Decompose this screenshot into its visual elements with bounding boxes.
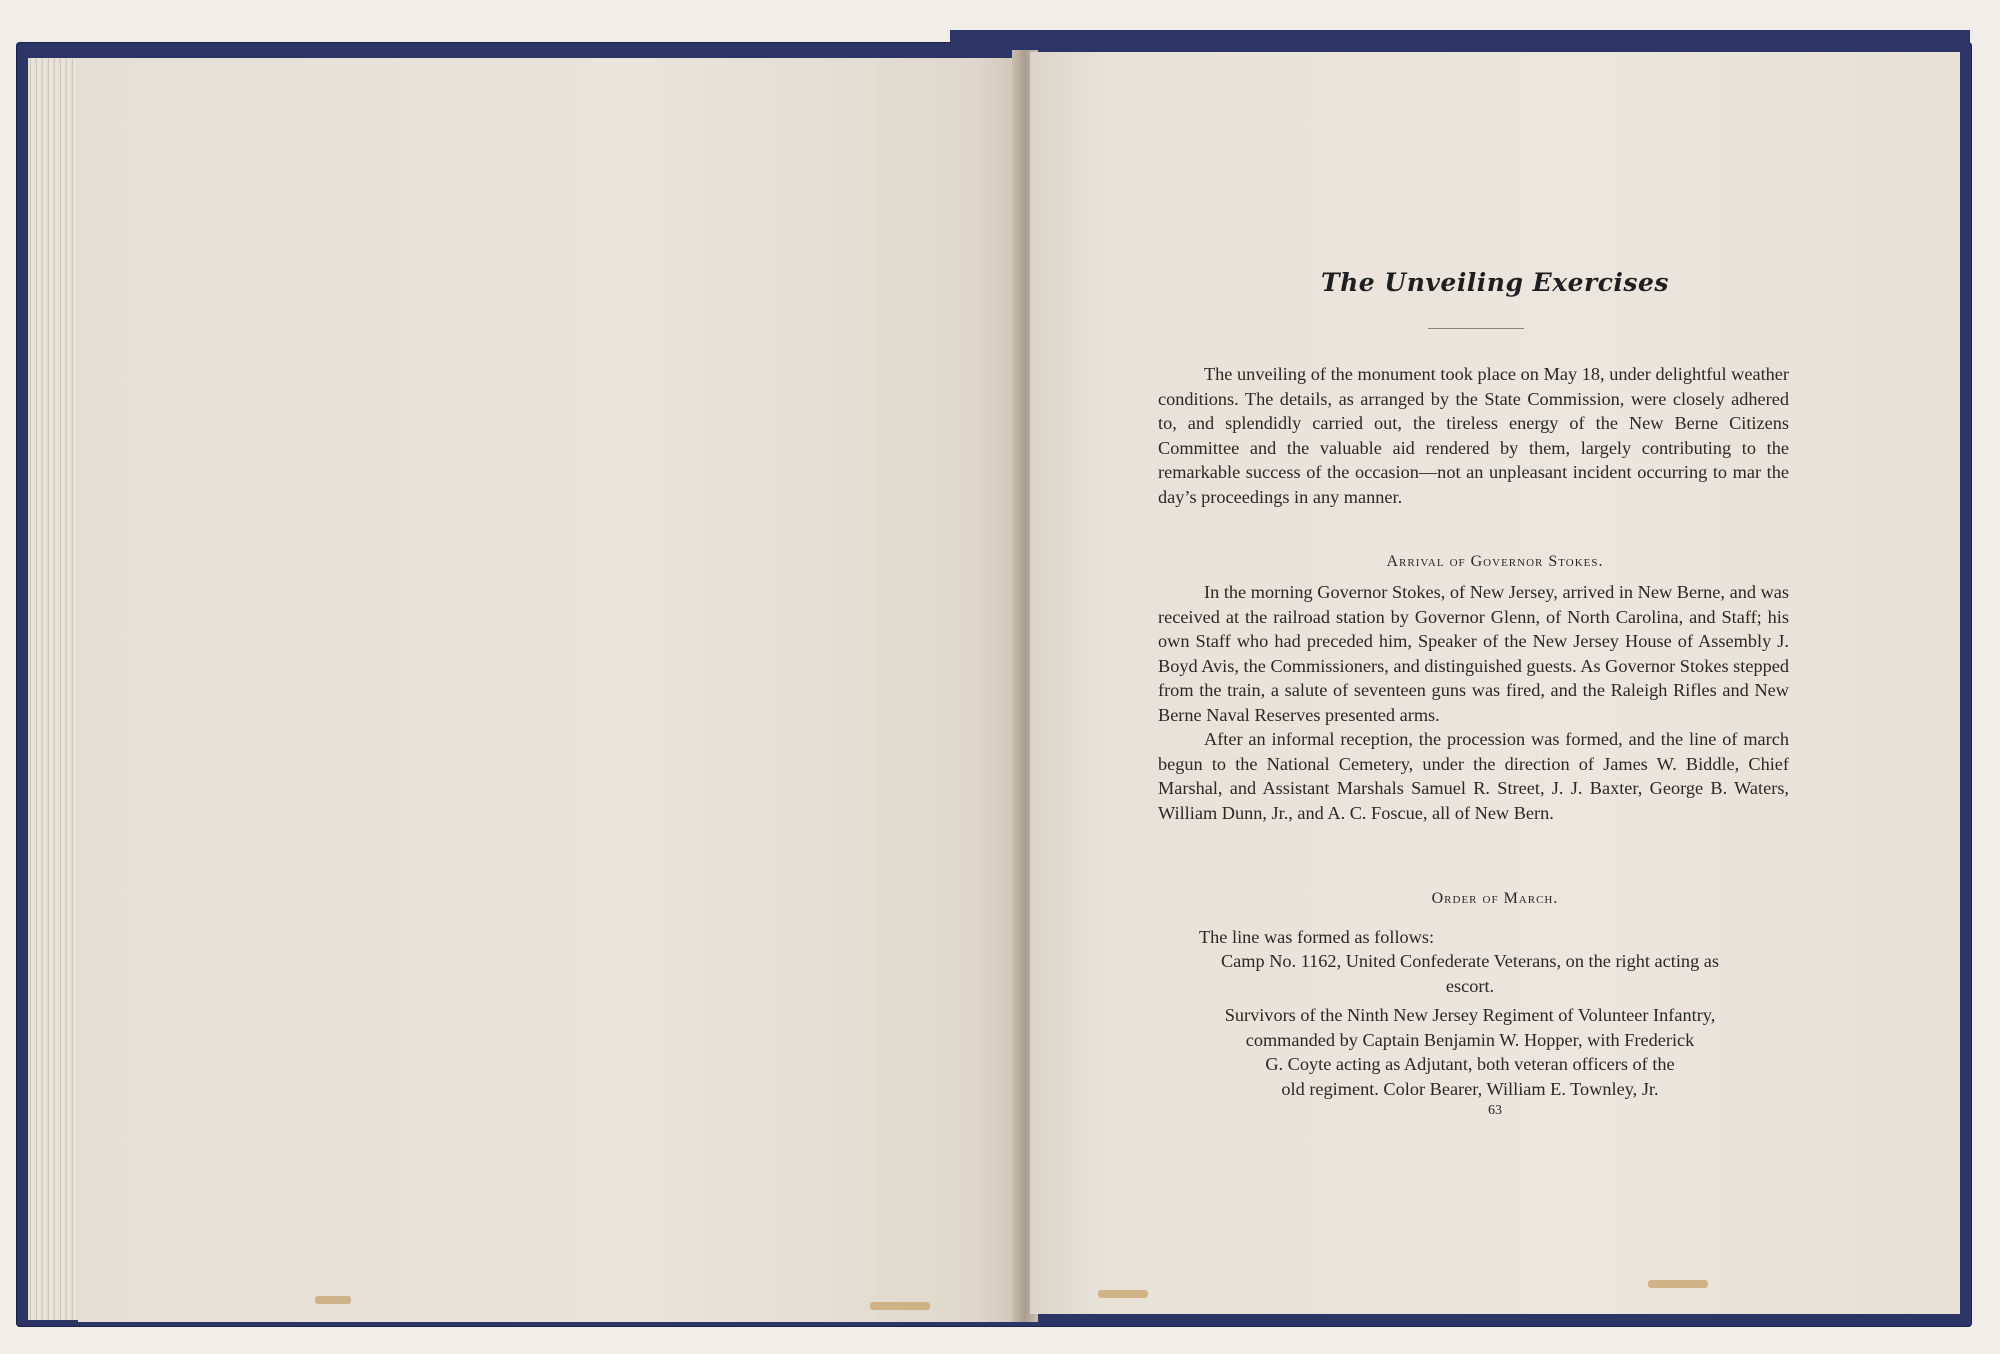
foxing-stain xyxy=(1098,1290,1148,1298)
order-intro: The line was formed as follows: xyxy=(1199,927,1435,947)
march-item-1-line-1: Camp No. 1162, United Confederate Veterans, on the right acting as xyxy=(1220,951,1720,971)
title-divider xyxy=(1428,328,1524,329)
march-item-2-line-4: old regiment. Color Bearer, William E. Townley, Jr. xyxy=(1281,1078,1659,1099)
section-heading-order: Order of March. xyxy=(1431,890,1559,907)
foxing-stain xyxy=(315,1296,351,1304)
intro-paragraph-block xyxy=(1158,362,1789,509)
page-number: 63 xyxy=(1488,1103,1502,1118)
order-intro-block xyxy=(1158,925,1789,950)
intro-paragraph: The unveiling of the monument took place on May 18, under delightful weather conditions. The details, as arranged by the State Commission, were closely adhered to, and splendidly carried out, the tireless energy of the New Berne Citizens Committee and the valuable aid rendered by them, largely contributing to the remarkable success of the occasion—not an unpleasant incident occurring to mar the day’s proceedings in any manner. xyxy=(1158,364,1789,507)
procession-paragraph: After an informal reception, the procession was formed, and the line of march begun to the National Cemetery, under the direction of James W. Biddle, Chief Marshal, and Assistant Marshals Samuel R. Street, J. J. Baxter, George B. Waters, William Dunn, Jr., and A. C. Foscue, all of New Bern. xyxy=(1158,729,1789,823)
march-item-2-line-2: commanded by Captain Benjamin W. Hopper, with Frederick xyxy=(1245,1029,1695,1050)
left-page-blank xyxy=(78,58,1020,1322)
foxing-stain xyxy=(870,1302,930,1310)
arrival-section-block xyxy=(1158,580,1789,825)
page-title: The Unveiling Exercises xyxy=(1321,268,1669,297)
march-item-2 xyxy=(1130,1003,1810,1101)
march-item-2-line-1: Survivors of the Ninth New Jersey Regiment of Volunteer Infantry, xyxy=(1224,1005,1716,1025)
section-heading-arrival: Arrival of Governor Stokes. xyxy=(1386,553,1604,570)
foxing-stain xyxy=(1648,1280,1708,1288)
march-item-1 xyxy=(1130,949,1810,998)
march-item-1-line-2: escort. xyxy=(1445,975,1495,996)
arrival-paragraph: In the morning Governor Stokes, of New Jersey, arrived in New Berne, and was received at the railroad station by Governor Glenn, of North Carolina, and Staff; his own Staff who had preceded him, Speaker of the New Jersey House of Assembly J. Boyd Avis, the Commissioners, and distinguished guests. As Governor Stokes stepped from the train, a salute of seventeen guns was fired, and the Raleigh Rifles and New Berne Naval Reserves presented arms. xyxy=(1158,582,1789,725)
march-item-2-line-3: G. Coyte acting as Adjutant, both veteran officers of the xyxy=(1265,1054,1675,1074)
